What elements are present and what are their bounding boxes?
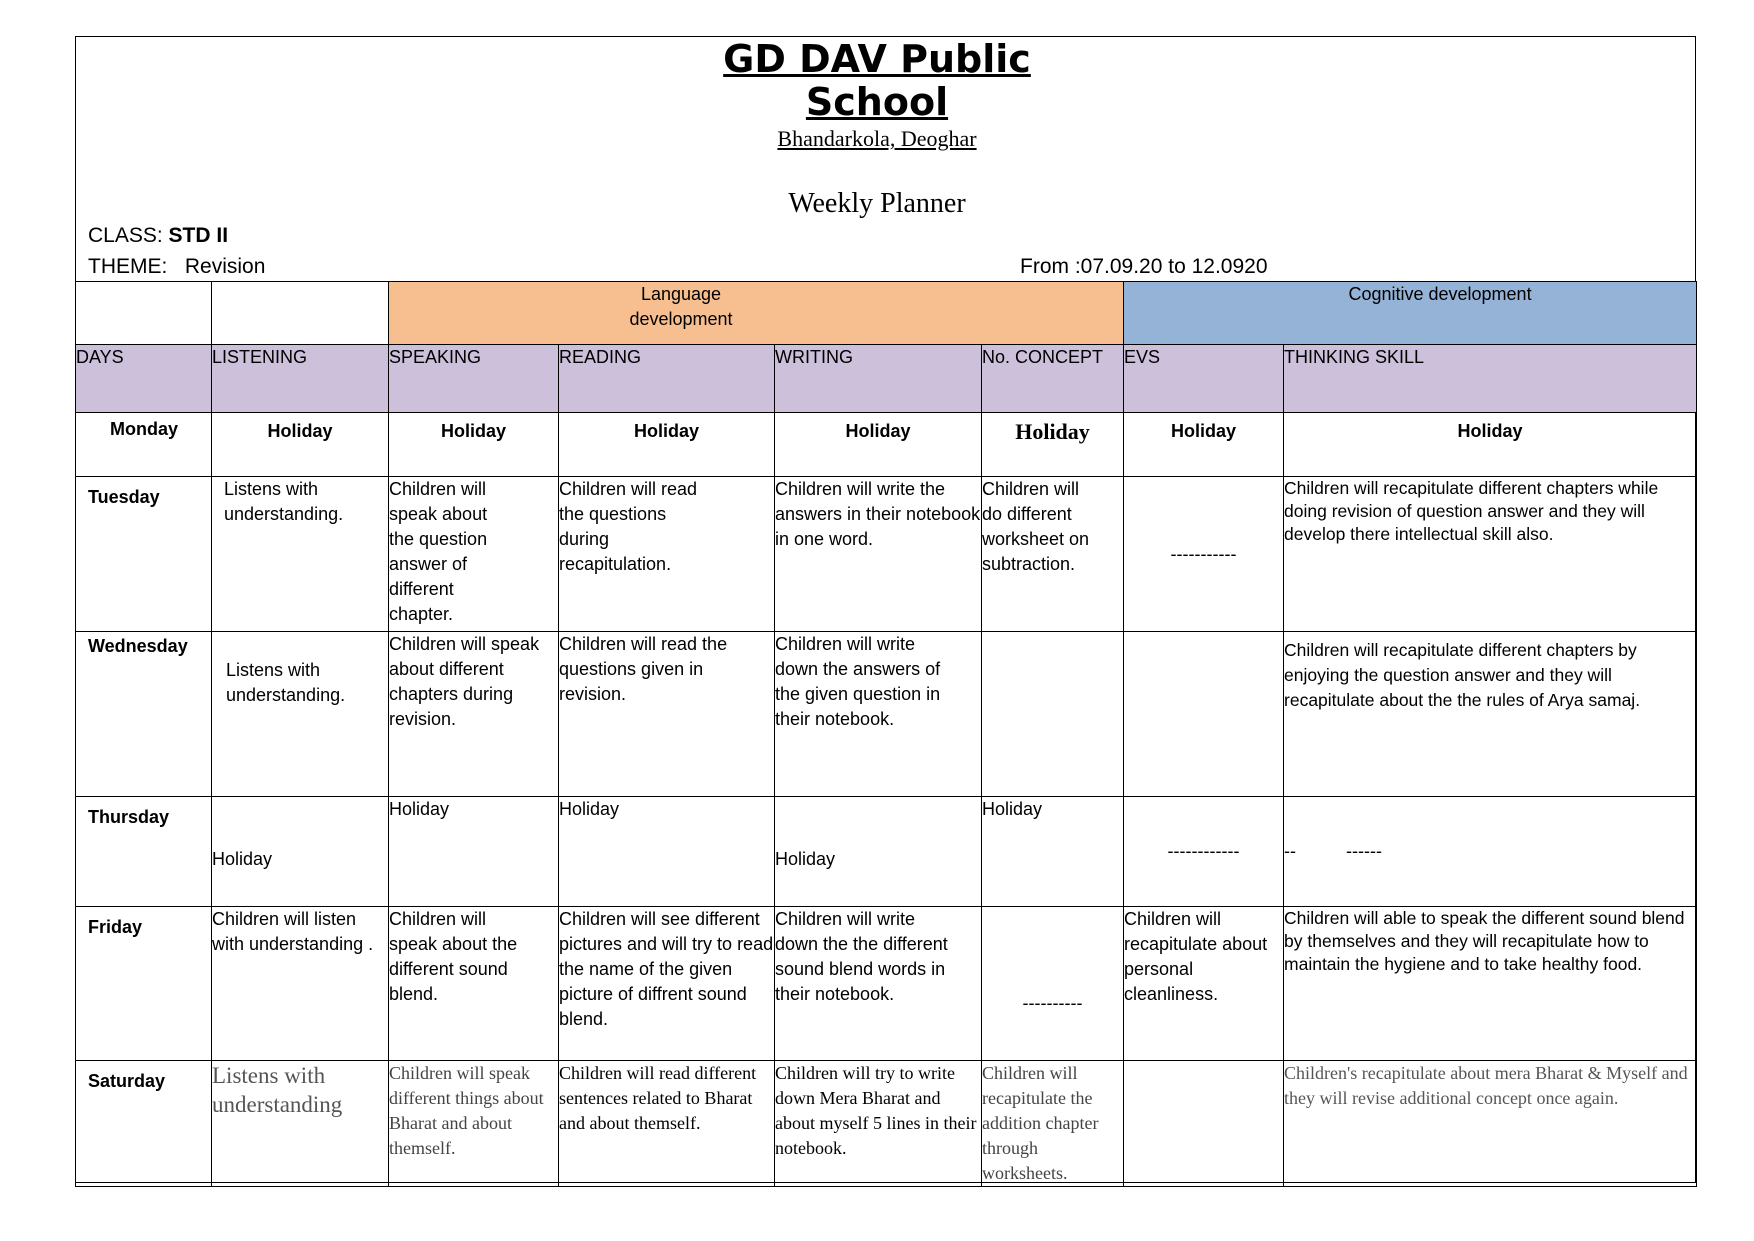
- thinking-cell: Holiday: [1284, 413, 1697, 477]
- day-label: Monday: [76, 413, 212, 477]
- band-empty-cell: [76, 282, 212, 345]
- class-label: CLASS:: [88, 224, 163, 247]
- thinking-cell: Children will recapitulate different chapters while doing revision of question answer and they will develop there intellectual skill also.: [1284, 477, 1697, 632]
- day-label: Saturday: [76, 1061, 212, 1187]
- development-band-row: [76, 282, 1697, 345]
- day-label: Wednesday: [76, 632, 212, 797]
- language-label-line2: development: [629, 309, 733, 329]
- reading-cell: Children will read the questions given in revision.: [559, 632, 775, 797]
- reading-cell: Children will see different pictures and will try to read the name of the given picture of diffrent sound blend.: [559, 907, 775, 1061]
- evs-cell: Children will recapitulate about personal cleanliness.: [1124, 907, 1284, 1061]
- concept-cell: Holiday: [982, 797, 1124, 907]
- listening-cell: Listens with understanding: [212, 1061, 389, 1187]
- evs-cell: [1124, 632, 1284, 797]
- school-name-line2: School: [805, 80, 949, 124]
- speaking-cell: Children will speak different things about Bharat and about themself.: [389, 1061, 559, 1187]
- band-empty-cell: [212, 282, 389, 345]
- column-header-concept: No. CONCEPT: [982, 345, 1124, 413]
- theme-value: Revision: [184, 255, 266, 278]
- day-label: Thursday: [76, 797, 212, 907]
- table-row-thursday: [76, 797, 1697, 907]
- table-row-wednesday: [76, 632, 1697, 797]
- listening-cell: Listens with understanding.: [212, 632, 389, 797]
- column-header-evs: EVS: [1124, 345, 1284, 413]
- thinking-cell: Children will able to speak the different sound blend by themselves and they will recapitulate how to maintain the hygiene and to take healthy food.: [1284, 907, 1697, 1061]
- writing-cell: Children will write down the the different sound blend words in their notebook.: [775, 907, 982, 1061]
- concept-cell: ----------: [982, 907, 1124, 1061]
- writing-cell: Holiday: [775, 797, 982, 907]
- concept-cell: [982, 632, 1124, 797]
- table-row-tuesday: [76, 477, 1697, 632]
- reading-cell: Children will read the questions during recapitulation.: [559, 477, 775, 632]
- language-development-header: [389, 282, 1124, 345]
- thinking-cell: -- ------: [1284, 797, 1697, 907]
- reading-cell: Children will read different sentences related to Bharat and about themself.: [559, 1061, 775, 1187]
- listening-cell: Holiday: [212, 413, 389, 477]
- class-line: [88, 224, 228, 248]
- weekly-planner-table: [75, 281, 1697, 1187]
- day-label: Tuesday: [76, 477, 212, 632]
- writing-cell: Holiday: [775, 413, 982, 477]
- date-range: From :07.09.20 to 12.0920: [1020, 255, 1268, 278]
- writing-cell: Children will write down the answers of the given question in their notebook.: [775, 632, 982, 797]
- school-name-line1: GD DAV Public: [723, 37, 1031, 81]
- speaking-cell: Children will speak about the different sound blend.: [389, 907, 559, 1061]
- column-header-listening: LISTENING: [212, 345, 389, 413]
- speaking-cell: Children will speak about the question answer of different chapter.: [389, 477, 559, 632]
- thinking-cell: Children will recapitulate different chapters by enjoying the question answer and they will recapitulate about the the rules of Arya samaj.: [1284, 632, 1697, 797]
- column-header-thinking: THINKING SKILL: [1284, 345, 1697, 413]
- listening-cell: Holiday: [212, 797, 389, 907]
- language-label-line1: Language: [640, 284, 722, 304]
- writing-cell: Children will try to write down Mera Bharat and about myself 5 lines in their notebook.: [775, 1061, 982, 1187]
- concept-cell: Children will do different worksheet on subtraction.: [982, 477, 1124, 632]
- speaking-cell: Holiday: [389, 797, 559, 907]
- theme-line: [88, 255, 265, 279]
- school-location: Bhandarkola, Deoghar: [777, 126, 977, 151]
- evs-cell: [1124, 1061, 1284, 1187]
- column-header-speaking: SPEAKING: [389, 345, 559, 413]
- theme-label: THEME:: [88, 255, 168, 278]
- column-header-row: [76, 345, 1697, 413]
- evs-cell: -----------: [1124, 477, 1284, 632]
- cognitive-development-header: Cognitive development: [1124, 282, 1697, 345]
- column-header-days: DAYS: [76, 345, 212, 413]
- reading-cell: Holiday: [559, 797, 775, 907]
- speaking-cell: Holiday: [389, 413, 559, 477]
- thinking-cell: Children's recapitulate about mera Bharat & Myself and they will revise additional concept once again.: [1284, 1061, 1697, 1187]
- speaking-cell: Children will speak about different chapters during revision.: [389, 632, 559, 797]
- listening-cell: Listens with understanding.: [212, 477, 389, 632]
- class-value: STD II: [168, 224, 229, 247]
- page-title: Weekly Planner: [788, 188, 966, 219]
- reading-cell: Holiday: [559, 413, 775, 477]
- day-label: Friday: [76, 907, 212, 1061]
- table-row-saturday: [76, 1061, 1697, 1187]
- writing-cell: Children will write the answers in their notebook in one word.: [775, 477, 982, 632]
- column-header-writing: WRITING: [775, 345, 982, 413]
- concept-cell: Children will recapitulate the addition chapter through worksheets.: [982, 1061, 1124, 1187]
- table-row-friday: [76, 907, 1697, 1061]
- concept-cell: Holiday: [982, 413, 1124, 477]
- table-row-monday: [76, 413, 1697, 477]
- listening-cell: Children will listen with understanding .: [212, 907, 389, 1061]
- column-header-reading: READING: [559, 345, 775, 413]
- evs-cell: Holiday: [1124, 413, 1284, 477]
- evs-cell: ------------: [1124, 797, 1284, 907]
